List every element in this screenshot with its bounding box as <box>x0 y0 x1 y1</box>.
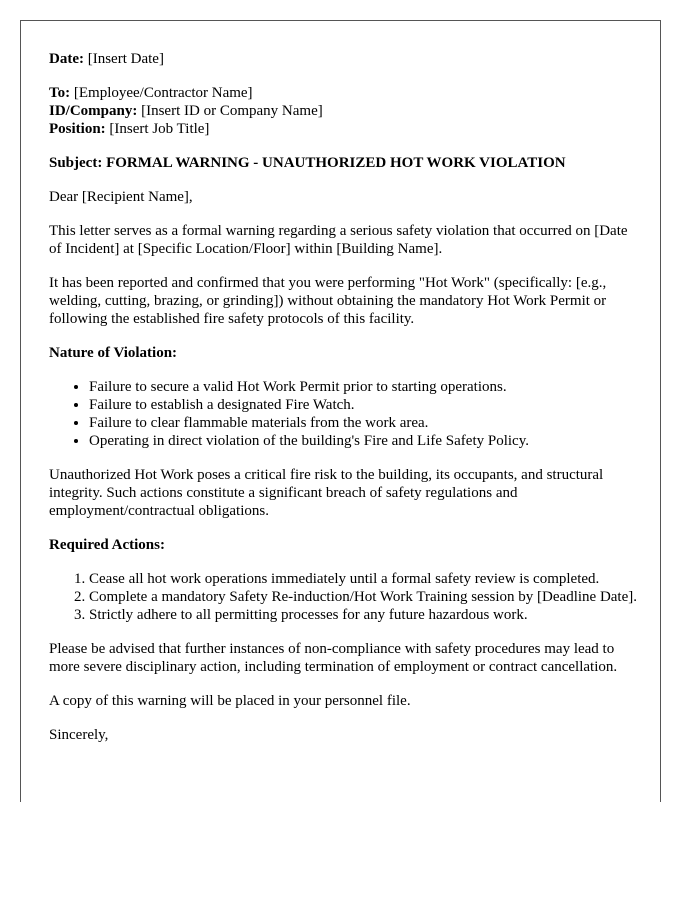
position-value: [Insert Job Title] <box>109 121 210 137</box>
to-label: To: <box>49 85 71 101</box>
letter-content <box>49 50 639 744</box>
subject-line <box>49 154 639 172</box>
recipient-block <box>49 84 639 138</box>
date-value: [Insert Date] <box>87 51 164 67</box>
position-label: Position: <box>49 121 106 137</box>
report-paragraph: It has been reported and confirmed that you were performing "Hot Work" (specifically: [e.g., welding, cutting, brazing, or grinding]) without obtaining the mandatory Hot Work Permit or following the established fire safety protocols of this facility. <box>49 275 607 327</box>
actions-heading: Required Actions: <box>49 537 165 553</box>
id-company-label: ID/Company: <box>49 103 138 119</box>
file-note-paragraph: A copy of this warning will be placed in your personnel file. <box>49 693 411 709</box>
position-line <box>49 120 639 138</box>
intro-paragraph: This letter serves as a formal warning regarding a serious safety violation that occurred on [Date of Incident] at [Specific Location/Floor] within [Building Name]. <box>49 223 628 257</box>
closing: Sincerely, <box>49 727 109 743</box>
date-label: Date: <box>49 51 84 67</box>
action-item: 3. Strictly adhere to all permitting processes for any future hazardous work. <box>89 606 639 624</box>
subject-text: FORMAL WARNING - UNAUTHORIZED HOT WORK VIOLATION <box>106 155 566 171</box>
violation-item: • Failure to secure a valid Hot Work Permit prior to starting operations. <box>89 378 639 396</box>
id-company-line <box>49 102 639 120</box>
violation-item: • Failure to clear flammable materials from the work area. <box>89 414 639 432</box>
to-value: [Employee/Contractor Name] <box>73 85 253 101</box>
violation-heading: Nature of Violation: <box>49 345 178 361</box>
letter-page <box>20 20 661 802</box>
actions-list <box>49 570 639 624</box>
advice-paragraph: Please be advised that further instances of non-compliance with safety procedures may lead to more severe disciplinary action, including termination of employment or contract cancellation. <box>49 641 618 675</box>
violation-list <box>49 378 639 450</box>
violation-item: • Failure to establish a designated Fire Watch. <box>89 396 639 414</box>
action-item: 2. Complete a mandatory Safety Re-induction/Hot Work Training session by [Deadline Date]. <box>89 588 639 606</box>
violation-item: • Operating in direct violation of the building's Fire and Life Safety Policy. <box>89 432 639 450</box>
id-company-value: [Insert ID or Company Name] <box>141 103 323 119</box>
risk-paragraph: Unauthorized Hot Work poses a critical fire risk to the building, its occupants, and structural integrity. Such actions constitute a significant breach of safety regulations and employment/contractual obligations. <box>49 467 604 519</box>
subject-label: Subject: <box>49 155 103 171</box>
action-item: 1. Cease all hot work operations immediately until a formal safety review is completed. <box>89 570 639 588</box>
date-line <box>49 50 639 68</box>
to-line <box>49 84 639 102</box>
greeting: Dear [Recipient Name], <box>49 189 193 205</box>
